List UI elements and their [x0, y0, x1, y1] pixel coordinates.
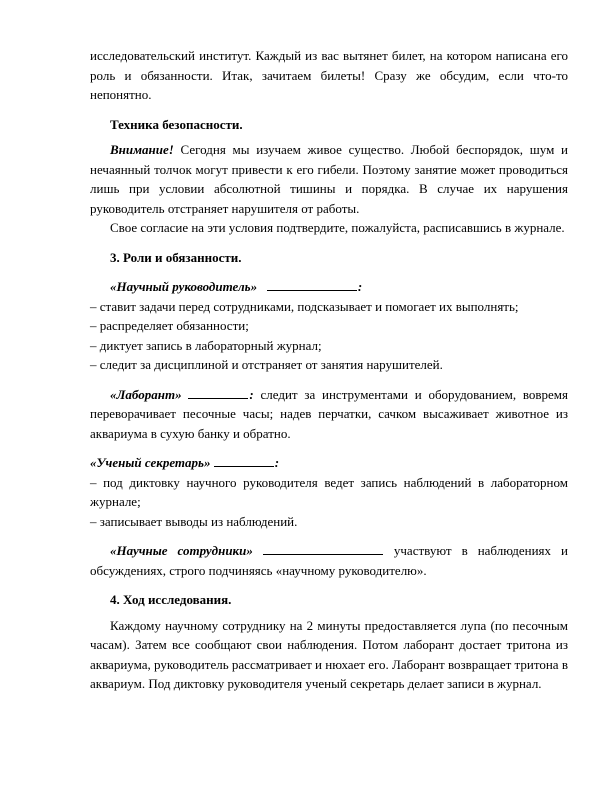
leader-duty: – распределяет обязанности; [90, 318, 249, 333]
leader-duty: – ставит задачи перед сотрудниками, подсказывает и помогает их выполнять; [90, 298, 519, 314]
secretary-duty: – под диктовку научного руководителя ведет запись наблюдений в лабораторном журнале; [90, 474, 568, 509]
leader-duty: – диктует запись в лабораторный журнал; [90, 337, 322, 353]
role-staff-label: «Научные сотрудники» [110, 543, 253, 558]
role-lab-text: следит за инструментами и оборудованием, вовремя переворачивает песочные часы; надев перчатки, сачком высаживает животное из аквариума в сухую банку и обратно. [90, 386, 569, 441]
leader-name-blank[interactable] [267, 277, 357, 291]
lab-colon: : [249, 386, 254, 402]
role-staff-paragraph [90, 541, 568, 580]
consent-paragraph: Свое согласие на эти условия подтвердите, пожалуйста, расписавшись в журнале. [110, 220, 565, 235]
lab-name-blank[interactable] [188, 385, 248, 399]
leader-colon: : [357, 279, 363, 294]
role-secretary-line [90, 453, 568, 473]
role-lab-paragraph [90, 385, 568, 444]
warning-text: Сегодня мы изучаем живое существо. Любой беспорядок, шум и нечаянный толчок могут привести к его гибели. Поэтому занятие может проводиться лишь при условии абсолютной тишины и порядка. В случае их нарушения руководитель отстраняет нарушителя от работы. [90, 142, 568, 216]
secretary-name-blank[interactable] [214, 453, 274, 467]
warning-label: Внимание! [110, 142, 174, 157]
safety-heading: Техника безопасности. [110, 116, 243, 132]
role-lab-label: «Лаборант» [110, 386, 182, 402]
intro-paragraph: исследовательский институт. Каждый из вас вытянет билет, на котором написана его роль и обязанности. Итак, зачитаем билеты! Сразу же обсудим, если что-то непонятно. [90, 48, 568, 102]
document-page [90, 46, 568, 694]
roles-heading: 3. Роли и обязанности. [110, 249, 242, 265]
safety-warning-paragraph [90, 140, 568, 218]
secretary-colon: : [274, 455, 280, 470]
research-paragraph: Каждому научному сотруднику на 2 минуты предоставляется лупа (по песочным часам). Затем все сообщают свои наблюдения. Потом лаборант достает тритона из аквариума, руководитель рассматривает и нюхает его. Лаборант возвращает тритона в аквариум. Под диктовку руководителя ученый секретарь делает записи в журнал. [90, 617, 568, 691]
leader-duty: – следит за дисциплиной и отстраняет от занятия нарушителей. [90, 357, 443, 372]
role-leader-label: «Научный руководитель» [110, 279, 258, 294]
secretary-duty: – записывает выводы из наблюдений. [90, 513, 298, 529]
role-staff-text: участвуют в наблюдениях и обсуждениях, строго подчиняясь «научному руководителю». [90, 543, 568, 578]
staff-name-blank[interactable] [263, 541, 383, 555]
role-secretary-label: «Ученый секретарь» [90, 455, 211, 470]
role-leader-line [90, 277, 568, 297]
research-heading: 4. Ход исследования. [110, 592, 232, 607]
